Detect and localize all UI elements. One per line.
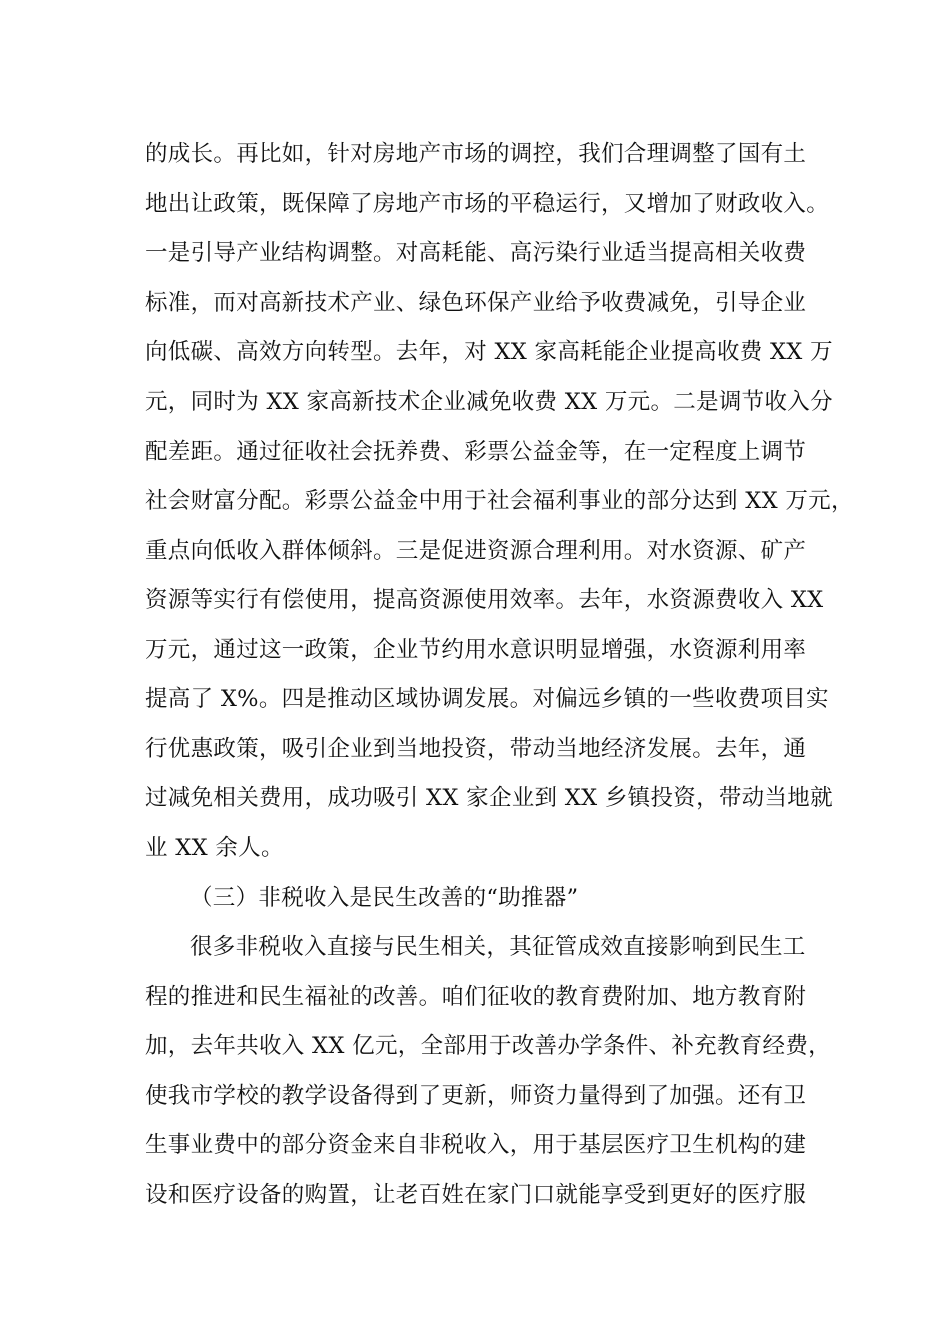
body-text-line: 资源等实行有偿使用，提高资源使用效率。去年，水资源费收入 XX bbox=[145, 587, 824, 613]
body-text-line: 重点向低收入群体倾斜。三是促进资源合理利用。对水资源、矿产 bbox=[145, 538, 807, 564]
body-text-line: 业 XX 余人。 bbox=[145, 835, 284, 861]
body-text-line: 很多非税收入直接与民生相关，其征管成效直接影响到民生工 bbox=[190, 934, 806, 960]
body-text-line: 过减免相关费用，成功吸引 XX 家企业到 XX 乡镇投资，带动当地就 bbox=[145, 785, 833, 811]
body-text-line: 加，去年共收入 XX 亿元，全部用于改善办学条件、补充教育经费， bbox=[145, 1033, 831, 1059]
body-text-line: 的成长。再比如，针对房地产市场的调控，我们合理调整了国有土 bbox=[145, 141, 807, 167]
body-text-line: 地出让政策，既保障了房地产市场的平稳运行，又增加了财政收入。 bbox=[145, 191, 830, 217]
body-text-line: 设和医疗设备的购置，让老百姓在家门口就能享受到更好的医疗服 bbox=[145, 1182, 807, 1208]
body-text-line: 配差距。通过征收社会抚养费、彩票公益金等，在一定程度上调节 bbox=[145, 439, 807, 465]
body-text-line: 万元，通过这一政策，企业节约用水意识明显增强，水资源利用率 bbox=[145, 637, 807, 663]
body-text-line: 生事业费中的部分资金来自非税收入，用于基层医疗卫生机构的建 bbox=[145, 1132, 807, 1158]
body-text-line: 向低碳、高效方向转型。去年，对 XX 家高耗能企业提高收费 XX 万 bbox=[145, 339, 833, 365]
section-heading: （三）非税收入是民生改善的“助推器” bbox=[190, 885, 579, 911]
body-text-line: 使我市学校的教学设备得到了更新，师资力量得到了加强。还有卫 bbox=[145, 1083, 807, 1109]
body-text-line: 社会财富分配。彩票公益金中用于社会福利事业的部分达到 XX 万元， bbox=[145, 488, 854, 514]
body-text-line: 行优惠政策，吸引企业到当地投资，带动当地经济发展。去年，通 bbox=[145, 736, 807, 762]
body-text-line: 元，同时为 XX 家高新技术企业减免收费 XX 万元。二是调节收入分 bbox=[145, 389, 833, 415]
body-text-line: 提高了 X%。四是推动区域协调发展。对偏远乡镇的一些收费项目实 bbox=[145, 686, 829, 712]
body-text-line: 一是引导产业结构调整。对高耗能、高污染行业适当提高相关收费 bbox=[145, 240, 807, 266]
body-text-line: 标准，而对高新技术产业、绿色环保产业给予收费减免，引导企业 bbox=[145, 290, 807, 316]
body-text-line: 程的推进和民生福祉的改善。咱们征收的教育费附加、地方教育附 bbox=[145, 984, 807, 1010]
